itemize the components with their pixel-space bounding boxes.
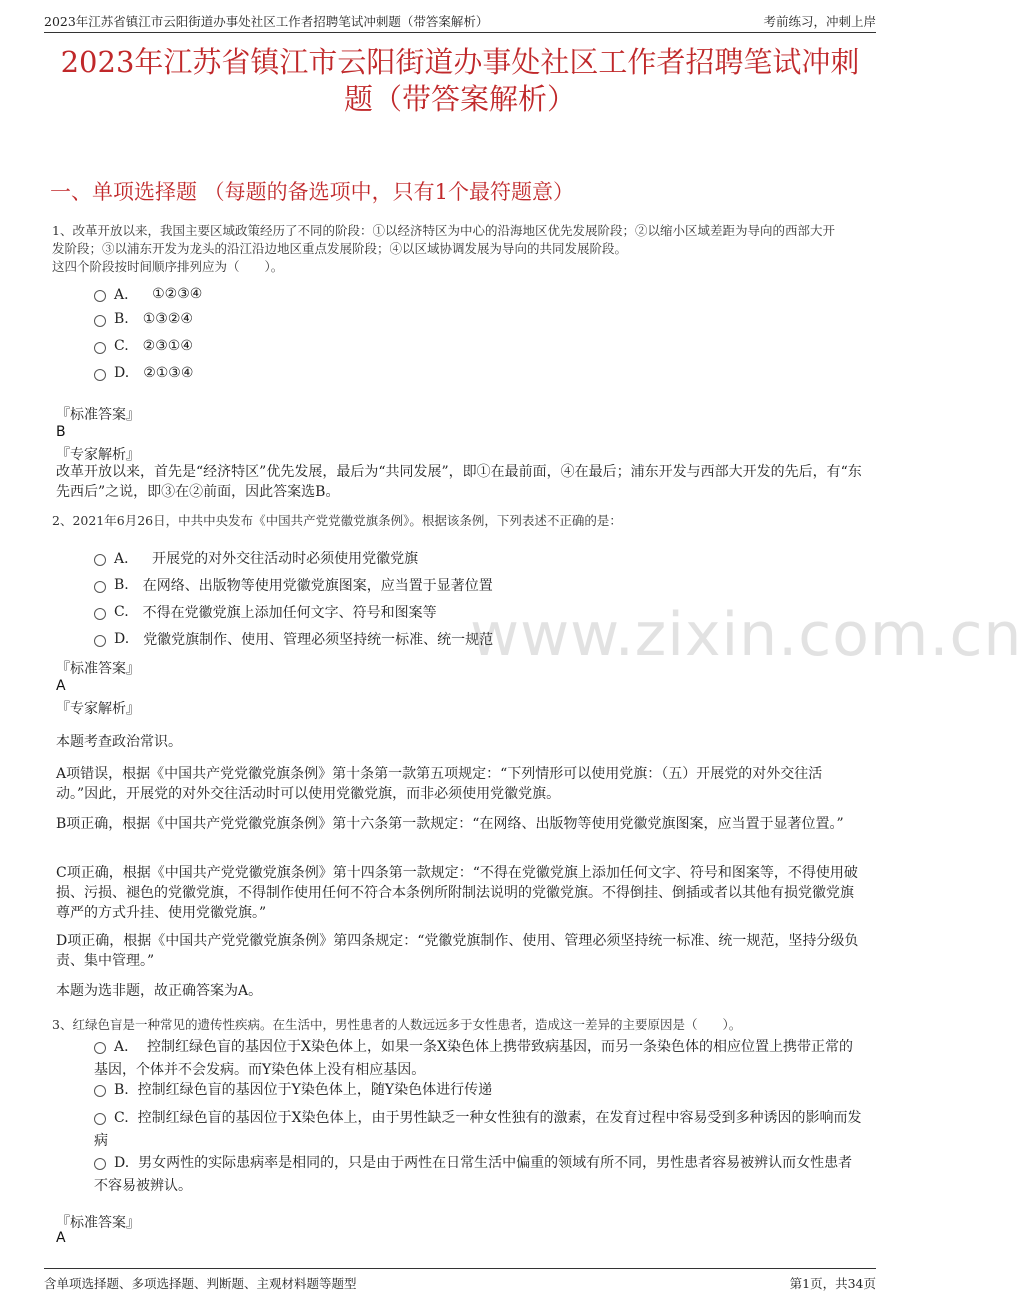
option-key: A． — [114, 287, 139, 303]
question-3-stem: 3、红绿色盲是一种常见的遗传性疾病。在生活中，男性患者的人数远远多于女性患者，造成这一差异的主要原因是（ ）。 — [52, 1017, 742, 1032]
option-text: 控制红绿色盲的基因位于X染色体上，由于男性缺乏一种女性独有的激素，在发育过程中容易受到多种诱因的影响而发病 — [94, 1110, 862, 1149]
option-text: ①②③④ — [152, 286, 203, 302]
q1-analysis: 改革开放以来，首先是“经济特区”优先发展，最后为“共同发展”，即①在最前面，④在最后；浦东开发与西部大开发的先后，有“东先西后”之说，即③在②前面，因此答案选B。 — [56, 464, 862, 500]
option-key: D. — [114, 365, 130, 381]
q2-analysis-p4: C项正确，根据《中国共产党党徽党旗条例》第十四条第一款规定：“不得在党徽党旗上添加任何文字、符号和图案等，不得使用破损、污损、褪色的党徽党旗，不得制作使用任何不符合本条例所附制法说明的党徽党旗。不得倒挂、倒插或者以其他有损党徽党旗尊严的方式升挂、使用党徽党旗。” — [56, 865, 858, 921]
radio-button[interactable] — [94, 1158, 106, 1170]
stem-line: 发阶段；③以浦东开发为龙头的沿江沿边地区重点发展阶段；④以区域协调发展为导向的共同发展阶段。 — [52, 241, 628, 256]
radio-button[interactable] — [94, 554, 106, 566]
document-title — [40, 44, 880, 118]
page-number: 第1页，共34页 — [789, 1276, 876, 1291]
option-text: 开展党的对外交往活动时必须使用党徽党旗 — [152, 551, 419, 567]
radio-button[interactable] — [94, 581, 106, 593]
radio-button[interactable] — [94, 290, 106, 302]
radio-button[interactable] — [94, 1113, 106, 1125]
q2-analysis-p3: B项正确，根据《中国共产党党徽党旗条例》第十六条第一款规定：“在网络、出版物等使用党徽党旗图案，应当置于显著位置。” — [56, 816, 844, 832]
option-text: 党徽党旗制作、使用、管理必须坚持统一标准、统一规范 — [143, 632, 494, 648]
header-doc-title: 2023年江苏省镇江市云阳街道办事处社区工作者招聘笔试冲刺题（带答案解析） — [44, 14, 489, 29]
q1-option-a[interactable] — [94, 284, 202, 304]
option-text: 不得在党徽党旗上添加任何文字、符号和图案等 — [142, 605, 437, 621]
option-text: 男女两性的实际患病率是相同的，只是由于两性在日常生活中偏重的领域有所不同，男性患者容易被辨认而女性患者不容易被辨认。 — [94, 1155, 853, 1194]
radio-button[interactable] — [94, 1085, 106, 1097]
option-text: ②③①④ — [142, 338, 193, 354]
q3-option-c[interactable] — [94, 1107, 864, 1153]
q2-answer-label: 『标准答案』 — [56, 661, 140, 677]
radio-button[interactable] — [94, 608, 106, 620]
option-key: A． — [114, 1039, 139, 1055]
option-key: C. — [114, 1110, 129, 1126]
q1-answer: B — [56, 424, 66, 440]
q2-analysis-p2: A项错误，根据《中国共产党党徽党旗条例》第十条第一款第五项规定：“下列情形可以使用党旗：（五）开展党的对外交往活动。”因此，开展党的对外交往活动时可以使用党徽党旗，而非必须使用党徽党旗。 — [56, 766, 823, 802]
question-2-stem: 2、2021年6月26日，中共中央发布《中国共产党党徽党旗条例》。根据该条例，下列表述不正确的是： — [52, 513, 622, 528]
radio-button[interactable] — [94, 1042, 106, 1054]
q2-analysis-p1: 本题考查政治常识。 — [56, 734, 182, 750]
option-key: D. — [114, 631, 130, 647]
option-key: B. — [114, 311, 129, 327]
radio-button[interactable] — [94, 315, 106, 327]
section-heading: 一、单项选择题 （每题的备选项中，只有1个最符题意） — [50, 180, 575, 204]
q2-option-d[interactable] — [94, 629, 493, 649]
q3-answer: A — [56, 1230, 66, 1246]
radio-button[interactable] — [94, 369, 106, 381]
option-key: B. — [114, 577, 129, 593]
running-header — [44, 10, 876, 33]
option-key: C. — [114, 338, 129, 354]
page-footer — [44, 1268, 876, 1293]
q2-analysis-label: 『专家解析』 — [56, 701, 140, 717]
title-line-1: 2023年江苏省镇江市云阳街道办事处社区工作者招聘笔试冲刺 — [60, 45, 860, 79]
title-line-2: 题（带答案解析） — [343, 82, 576, 116]
q3-option-a[interactable] — [94, 1036, 864, 1082]
option-text: ①③②④ — [142, 311, 193, 327]
q2-option-c[interactable] — [94, 602, 437, 622]
q2-option-a[interactable] — [94, 548, 418, 568]
radio-button[interactable] — [94, 342, 106, 354]
q3-answer-label: 『标准答案』 — [56, 1215, 140, 1231]
q2-answer: A — [56, 678, 66, 694]
option-key: B. — [114, 1082, 129, 1098]
option-text: 控制红绿色盲的基因位于Y染色体上，随Y染色体进行传递 — [137, 1082, 493, 1098]
option-key: D. — [114, 1155, 130, 1171]
footer-question-types: 含单项选择题、多项选择题、判断题、主观材料题等题型 — [44, 1276, 357, 1291]
q1-option-d[interactable] — [94, 365, 193, 381]
q2-analysis-p5: D项正确，根据《中国共产党党徽党旗条例》第四条规定：“党徽党旗制作、使用、管理必须坚持统一标准、统一规范，坚持分级负责、集中管理。” — [56, 933, 859, 969]
q1-analysis-label: 『专家解析』 — [56, 447, 140, 463]
q2-option-b[interactable] — [94, 575, 493, 595]
q3-option-d[interactable] — [94, 1152, 864, 1198]
q1-answer-label: 『标准答案』 — [56, 407, 140, 423]
stem-line: 1、改革开放以来，我国主要区域政策经历了不同的阶段：①以经济特区为中心的沿海地区优先发展阶段；②以缩小区域差距为导向的西部大开 — [52, 223, 835, 238]
q1-option-b[interactable] — [94, 311, 193, 327]
q1-option-c[interactable] — [94, 338, 193, 354]
option-key: C. — [114, 604, 129, 620]
option-text: ②①③④ — [143, 365, 194, 381]
question-1-stem — [52, 222, 870, 276]
header-slogan: 考前练习，冲刺上岸 — [763, 14, 876, 29]
radio-button[interactable] — [94, 635, 106, 647]
option-key: A． — [114, 551, 139, 567]
option-text: 在网络、出版物等使用党徽党旗图案，应当置于显著位置 — [142, 578, 493, 594]
option-text: 控制红绿色盲的基因位于X染色体上，如果一条X染色体上携带致病基因，而另一条染色体的相应位置上携带正常的基因，个体并不会发病。而Y染色体上没有相应基因。 — [94, 1039, 853, 1078]
q2-analysis-p6: 本题为选非题，故正确答案为A。 — [56, 983, 263, 999]
q3-option-b[interactable] — [94, 1079, 864, 1102]
stem-line: 这四个阶段按时间顺序排列应为（ ）。 — [52, 259, 284, 274]
watermark: www.zixin.com.cn — [470, 600, 1022, 670]
